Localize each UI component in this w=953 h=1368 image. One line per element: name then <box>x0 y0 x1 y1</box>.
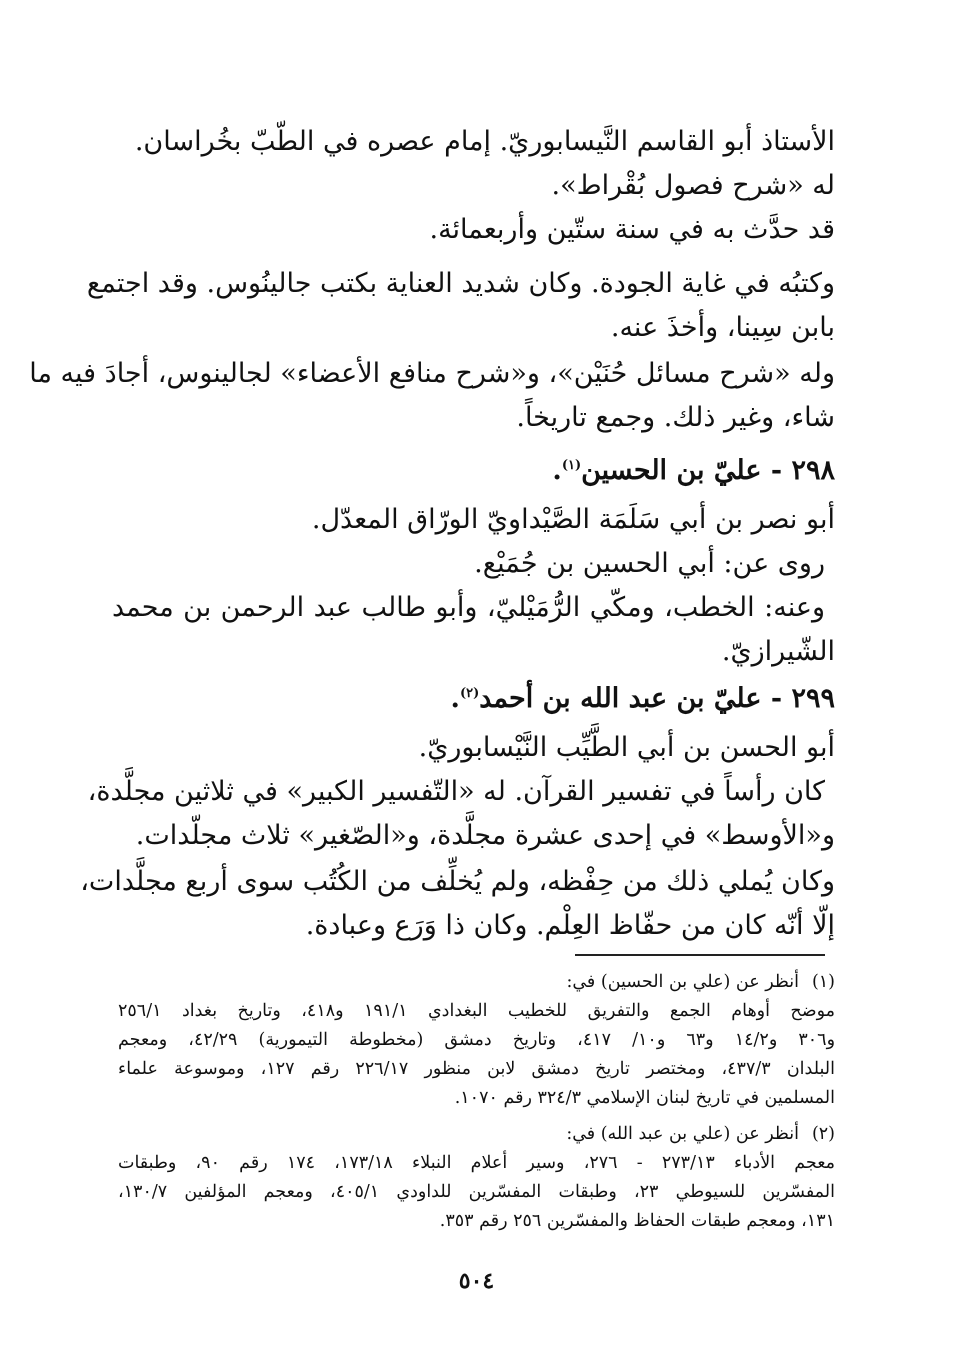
entry-297-intro <box>118 120 835 252</box>
entry-299-heading <box>118 672 835 721</box>
footnote-line: ١٣١، ومعجم طبقات الحفاظ والمفسّرين ٢٥٦ رقم ٣٥٣. <box>439 1211 835 1231</box>
text-line: روى عن: أبي الحسين بن جُمَيْع. <box>474 548 825 579</box>
footnote-line: أنظر عن (علي بن عبد الله) في: <box>566 1124 799 1144</box>
heading-end: . <box>450 683 460 714</box>
footnote-ref: (٢) <box>459 686 480 701</box>
entry-299-paragraph-2 <box>80 860 835 948</box>
footnote-number: (١) <box>811 972 835 992</box>
text-line: قد حدَّث به في سنة ستّين وأربعمائة. <box>429 214 835 245</box>
footnote-line: موضح أوهام الجمع والتفريق للخطيب البغدادي ١٩١/١ و٤١٨، وتاريخ بغداد ٢٥٦/١ <box>118 1001 836 1021</box>
entry-297-paragraph-3 <box>29 352 835 440</box>
footnote-number: (٢) <box>811 1124 835 1144</box>
footnote-ref: (١) <box>561 458 582 473</box>
text-line: له «شرح فصول بُقْراط». <box>551 170 835 201</box>
footnote-line: البلدان ٤٣٧/٣، ومختصر تاريخ دمشق لابن منظور ٢٢٦/١٧ رقم ١٢٧، وموسوعة علماء <box>118 1059 835 1079</box>
text-line: و«الأوسط» في إحدى عشرة مجلَّدة، و«الصّغير» ثلاث مجلّدات. <box>135 820 835 851</box>
text-line: وله «شرح مسائل حُنَيْن»، و«شرح منافع الأعضاء» لجالينوس، أجادَ فيه ما <box>29 358 835 389</box>
text-line: أبو نصر بن أبي سَلَمَة الصَّيْداويّ الورّاق المعدّل. <box>311 504 835 535</box>
entry-298-body <box>112 498 835 674</box>
text-line: بابن سِينا، وأخذَ عنه. <box>610 312 835 343</box>
text-line: الشّيرازيّ. <box>721 636 835 667</box>
text-line: وكتبُه في غاية الجودة. وكان شديد العناية بكتب جالينُوس. وقد اجتمع <box>86 268 835 299</box>
footnote-line: و٣٠٦ و١٤/٢ و٦٣ و١٠/ ٤١٧، وتاريخ دمشق (مخطوطة التيمورية) ٤٢/٢٩، ومعجم <box>118 1030 836 1050</box>
entry-heading-text: ٢٩٨ - عليّ بن الحسين <box>581 455 835 486</box>
entry-299-body <box>87 726 835 858</box>
footnote-line: المسلمين في تاريخ لبنان الإسلامي ٣٢٤/٣ رقم ١٠٧٠. <box>454 1088 835 1108</box>
footnote-line: المفسّرين للسيوطي ٢٣، وطبقات المفسّرين للداودي ٤٠٥/١، ومعجم المؤلفين ١٣٠/٧، <box>118 1182 835 1202</box>
footnote-2 <box>118 1120 835 1236</box>
text-line: كان رأساً في تفسير القرآن. له «التّفسير الكبير» في ثلاثين مجلَّدة، <box>87 776 825 807</box>
footnote-line: أنظر عن (علي بن الحسين) في: <box>566 972 799 992</box>
text-line: وعنه: الخطب، ومكّي الرُّمَيْليّ، وأبو طالب عبد الرحمن بن محمد <box>112 592 825 623</box>
text-line: الأستاذ أبو القاسم النَّيسابوريّ. إمام عصره في الطّبّ بخُراسان. <box>134 126 835 157</box>
footnote-divider <box>575 954 825 956</box>
text-line: وكان يُملي ذلك من حِفْظه، ولم يُخلِّف من الكُتُب سوى أربع مجلَّدات، <box>80 866 835 897</box>
text-line: أبو الحسن بن أبي الطَّيِّب النَّيْسابوريّ. <box>418 732 835 763</box>
entry-heading-text: ٢٩٩ - عليّ بن عبد الله بن أحمد <box>479 683 835 714</box>
footnote-line: معجم الأدباء ٢٧٣/١٣ - ٢٧٦، وسير أعلام النبلاء ١٧٣/١٨، ١٧٤ رقم ٩٠، وطبقات <box>118 1153 836 1173</box>
text-line: إلّا أنّه كان من حفّاظ العِلْم. وكان ذا وَرَع وعبادة. <box>305 910 835 941</box>
footnote-1 <box>118 968 835 1113</box>
entry-297-paragraph-2 <box>86 262 835 350</box>
text-line: شاء، وغير ذلك. وجمع تاريخاً. <box>516 402 835 433</box>
page-number: ٥٠٤ <box>458 1268 495 1294</box>
entry-298-heading: ٢٩٨ - عليّ بن الحسين$^{(١)}$. <box>552 455 835 486</box>
